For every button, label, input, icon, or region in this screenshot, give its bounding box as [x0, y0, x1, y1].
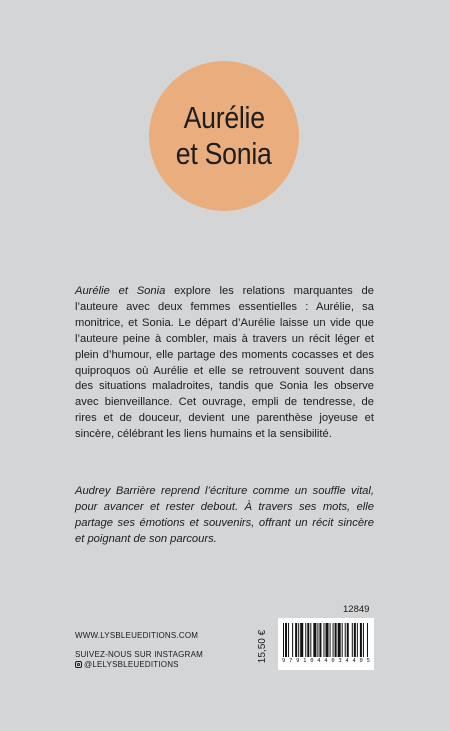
price-text: 15,50 €: [257, 629, 269, 663]
book-title-line-2: et Sonia: [176, 136, 272, 171]
barcode-bar: [367, 623, 368, 657]
barcode-digit: 1: [303, 658, 307, 664]
barcode-digit: 9: [296, 658, 300, 664]
barcode-digit: 4: [352, 658, 356, 664]
blurb-book-title: Aurélie et Sonia: [75, 285, 166, 297]
barcode-bar: [323, 623, 324, 657]
barcode-bar: [285, 623, 287, 657]
barcode-bar: [352, 623, 353, 657]
barcode-bar: [345, 623, 346, 657]
barcode-digit: 9: [282, 658, 286, 664]
barcode-bar: [283, 623, 284, 657]
title-circle: [149, 61, 299, 211]
barcode-digit: 4: [317, 658, 321, 664]
barcode-digit: 7: [289, 658, 293, 664]
barcode-bar: [319, 623, 321, 657]
barcode-digit: 5: [366, 658, 370, 664]
barcode-bar: [310, 623, 311, 657]
barcode-digit: 4: [345, 658, 349, 664]
barcode-bar: [333, 623, 334, 657]
barcode-bar: [354, 623, 356, 657]
instagram-icon: [75, 661, 82, 668]
price-label: [248, 626, 278, 666]
publisher-website: WWW.LYSBLEUEDITIONS.COM: [75, 631, 199, 640]
instagram-handle: @LELYSBLEUEDITIONS: [84, 660, 179, 669]
barcode-digit: 0: [359, 658, 363, 664]
barcode-bar: [357, 623, 358, 657]
book-blurb: [75, 284, 374, 443]
barcode-bar: [305, 623, 306, 657]
barcode-bar: [335, 623, 337, 657]
barcode-bar: [338, 623, 341, 657]
barcode-bar: [307, 623, 309, 657]
barcode-bar: [292, 623, 293, 657]
blurb-text: explore les relations marquantes de l’auteure avec deux femmes essentielles : Aurélie, sa monitrice, et Sonia. Le départ d’Aurélie laisse un vide que l’auteure peine à combler, mais à travers un récit léger et plein d’humour, elle partage des moments cocasses et des quiproquos où Aurélie et elle se retrouvent souvent dans des situations maladroites, tandis que Sonia les observe avec bienveillance. Cet ouvrage, empli de tendresse, de rires et de douceur, devient une parenthèse joyeuse et sincère, célébrant les liens humains et la sensibilité.: [75, 285, 374, 441]
author-bio: Audrey Barrière reprend l’écriture comme un souffle vital, pour avancer et rester debout. À travers ses mots, elle partage ses émotions et souvenirs, offrant un récit sincère et poignant de son parcours.: [75, 485, 374, 545]
barcode-digit: 0: [331, 658, 335, 664]
barcode-bar: [360, 623, 362, 657]
barcode-bar: [325, 623, 328, 657]
barcode-digit: 0: [310, 658, 314, 664]
barcode-bar: [342, 623, 343, 657]
instagram-handle-row: [75, 660, 179, 669]
instagram-follow-text: SUIVEZ-NOUS SUR INSTAGRAM: [75, 650, 203, 659]
barcode-digit: 4: [324, 658, 328, 664]
barcode-bar: [363, 623, 364, 657]
barcode-bar: [317, 623, 318, 657]
barcode-digit: 3: [338, 658, 342, 664]
barcode-bar: [330, 623, 331, 657]
barcode-bars: [283, 623, 369, 657]
barcode-bar: [288, 623, 289, 657]
barcode-bar: [300, 623, 303, 657]
barcode-bar: [295, 623, 297, 657]
book-title-line-1: Aurélie: [183, 100, 265, 135]
barcode: [278, 618, 374, 670]
barcode-bar: [347, 623, 349, 657]
barcode-bar: [313, 623, 316, 657]
code-number: 12849: [343, 604, 370, 615]
barcode-digits: [282, 658, 370, 664]
barcode-bar: [298, 623, 299, 657]
